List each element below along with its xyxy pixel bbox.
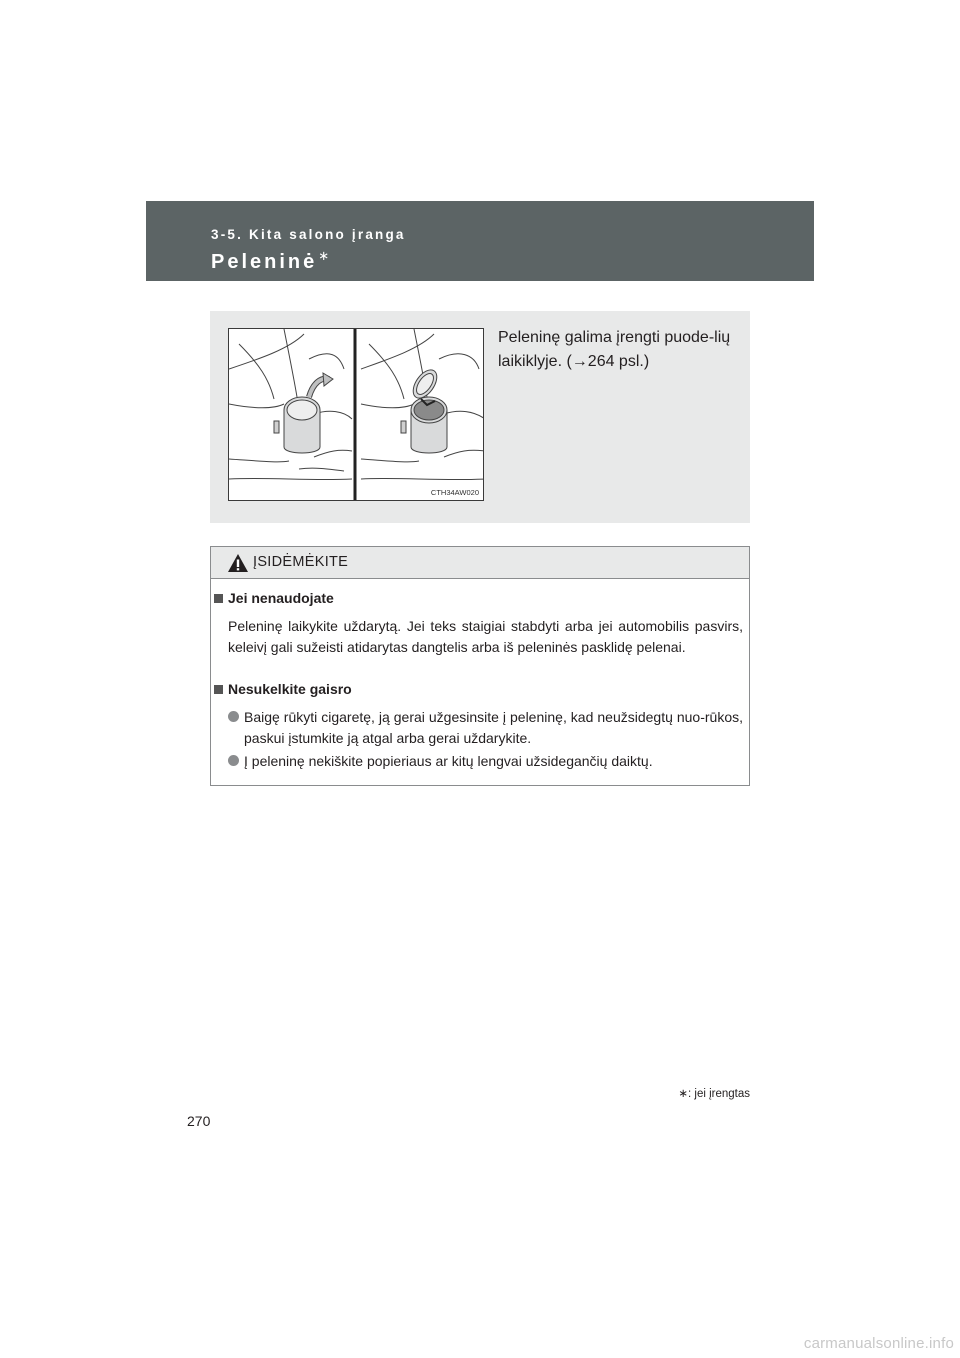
- caution-subheading-text: Jei nenaudojate: [228, 590, 334, 606]
- caution-title: ĮSIDĖMĖKITE: [253, 554, 349, 570]
- illustration-caption: Peleninę galima įrengti puode-lių laikiklyje. (→264 psl.): [498, 329, 731, 370]
- section-label: 3-5. Kita salono įranga: [211, 227, 406, 242]
- caution-subheading-unused: [214, 590, 334, 606]
- caution-subheading-text: Nesukelkite gaisro: [228, 681, 352, 697]
- ashtray-illustration: [228, 328, 484, 501]
- page-number: 270: [187, 1113, 211, 1129]
- caution-box: [210, 546, 750, 786]
- caution-subheading-fire: [214, 681, 352, 697]
- square-bullet-icon: [214, 594, 223, 603]
- caution-bullet-text: Į peleninę nekiškite popieriaus ar kitų lengvai užsidegančių daiktų.: [244, 753, 653, 769]
- footnote: ∗: jei įrengtas: [678, 1088, 750, 1100]
- square-bullet-icon: [214, 685, 223, 694]
- caution-paragraph-unused: Peleninę laikykite uždarytą. Jei teks staigiai stabdyti arba jei automobilis pasvirs, keleivį gali sužeisti atidarytas dangtelis arba iš peleninės pasklidę pelenai.: [228, 618, 743, 655]
- warning-triangle-icon: [227, 553, 249, 573]
- header-band: [146, 201, 814, 281]
- caution-bullet-item: [228, 751, 743, 772]
- caution-bullet-text: Baigę rūkyti cigaretę, ją gerai užgesinsite į peleninę, kad neužsidegtų nuo-rūkos, paskui įstumkite ją atgal arba gerai uždarykite.: [244, 709, 743, 746]
- optional-marker: ∗: [318, 248, 330, 263]
- circle-bullet-icon: [228, 711, 239, 722]
- caution-bullet-item: [228, 707, 743, 749]
- watermark: carmanualsonline.info: [803, 1335, 954, 1352]
- circle-bullet-icon: [228, 755, 239, 766]
- ashtray-drawing: [229, 329, 484, 501]
- page-title: [211, 248, 330, 274]
- illustration-panel: [210, 311, 750, 523]
- page-title-text: Peleninė: [211, 251, 318, 273]
- caution-header: [211, 547, 749, 579]
- illustration-code: CTH34AW020: [430, 488, 479, 497]
